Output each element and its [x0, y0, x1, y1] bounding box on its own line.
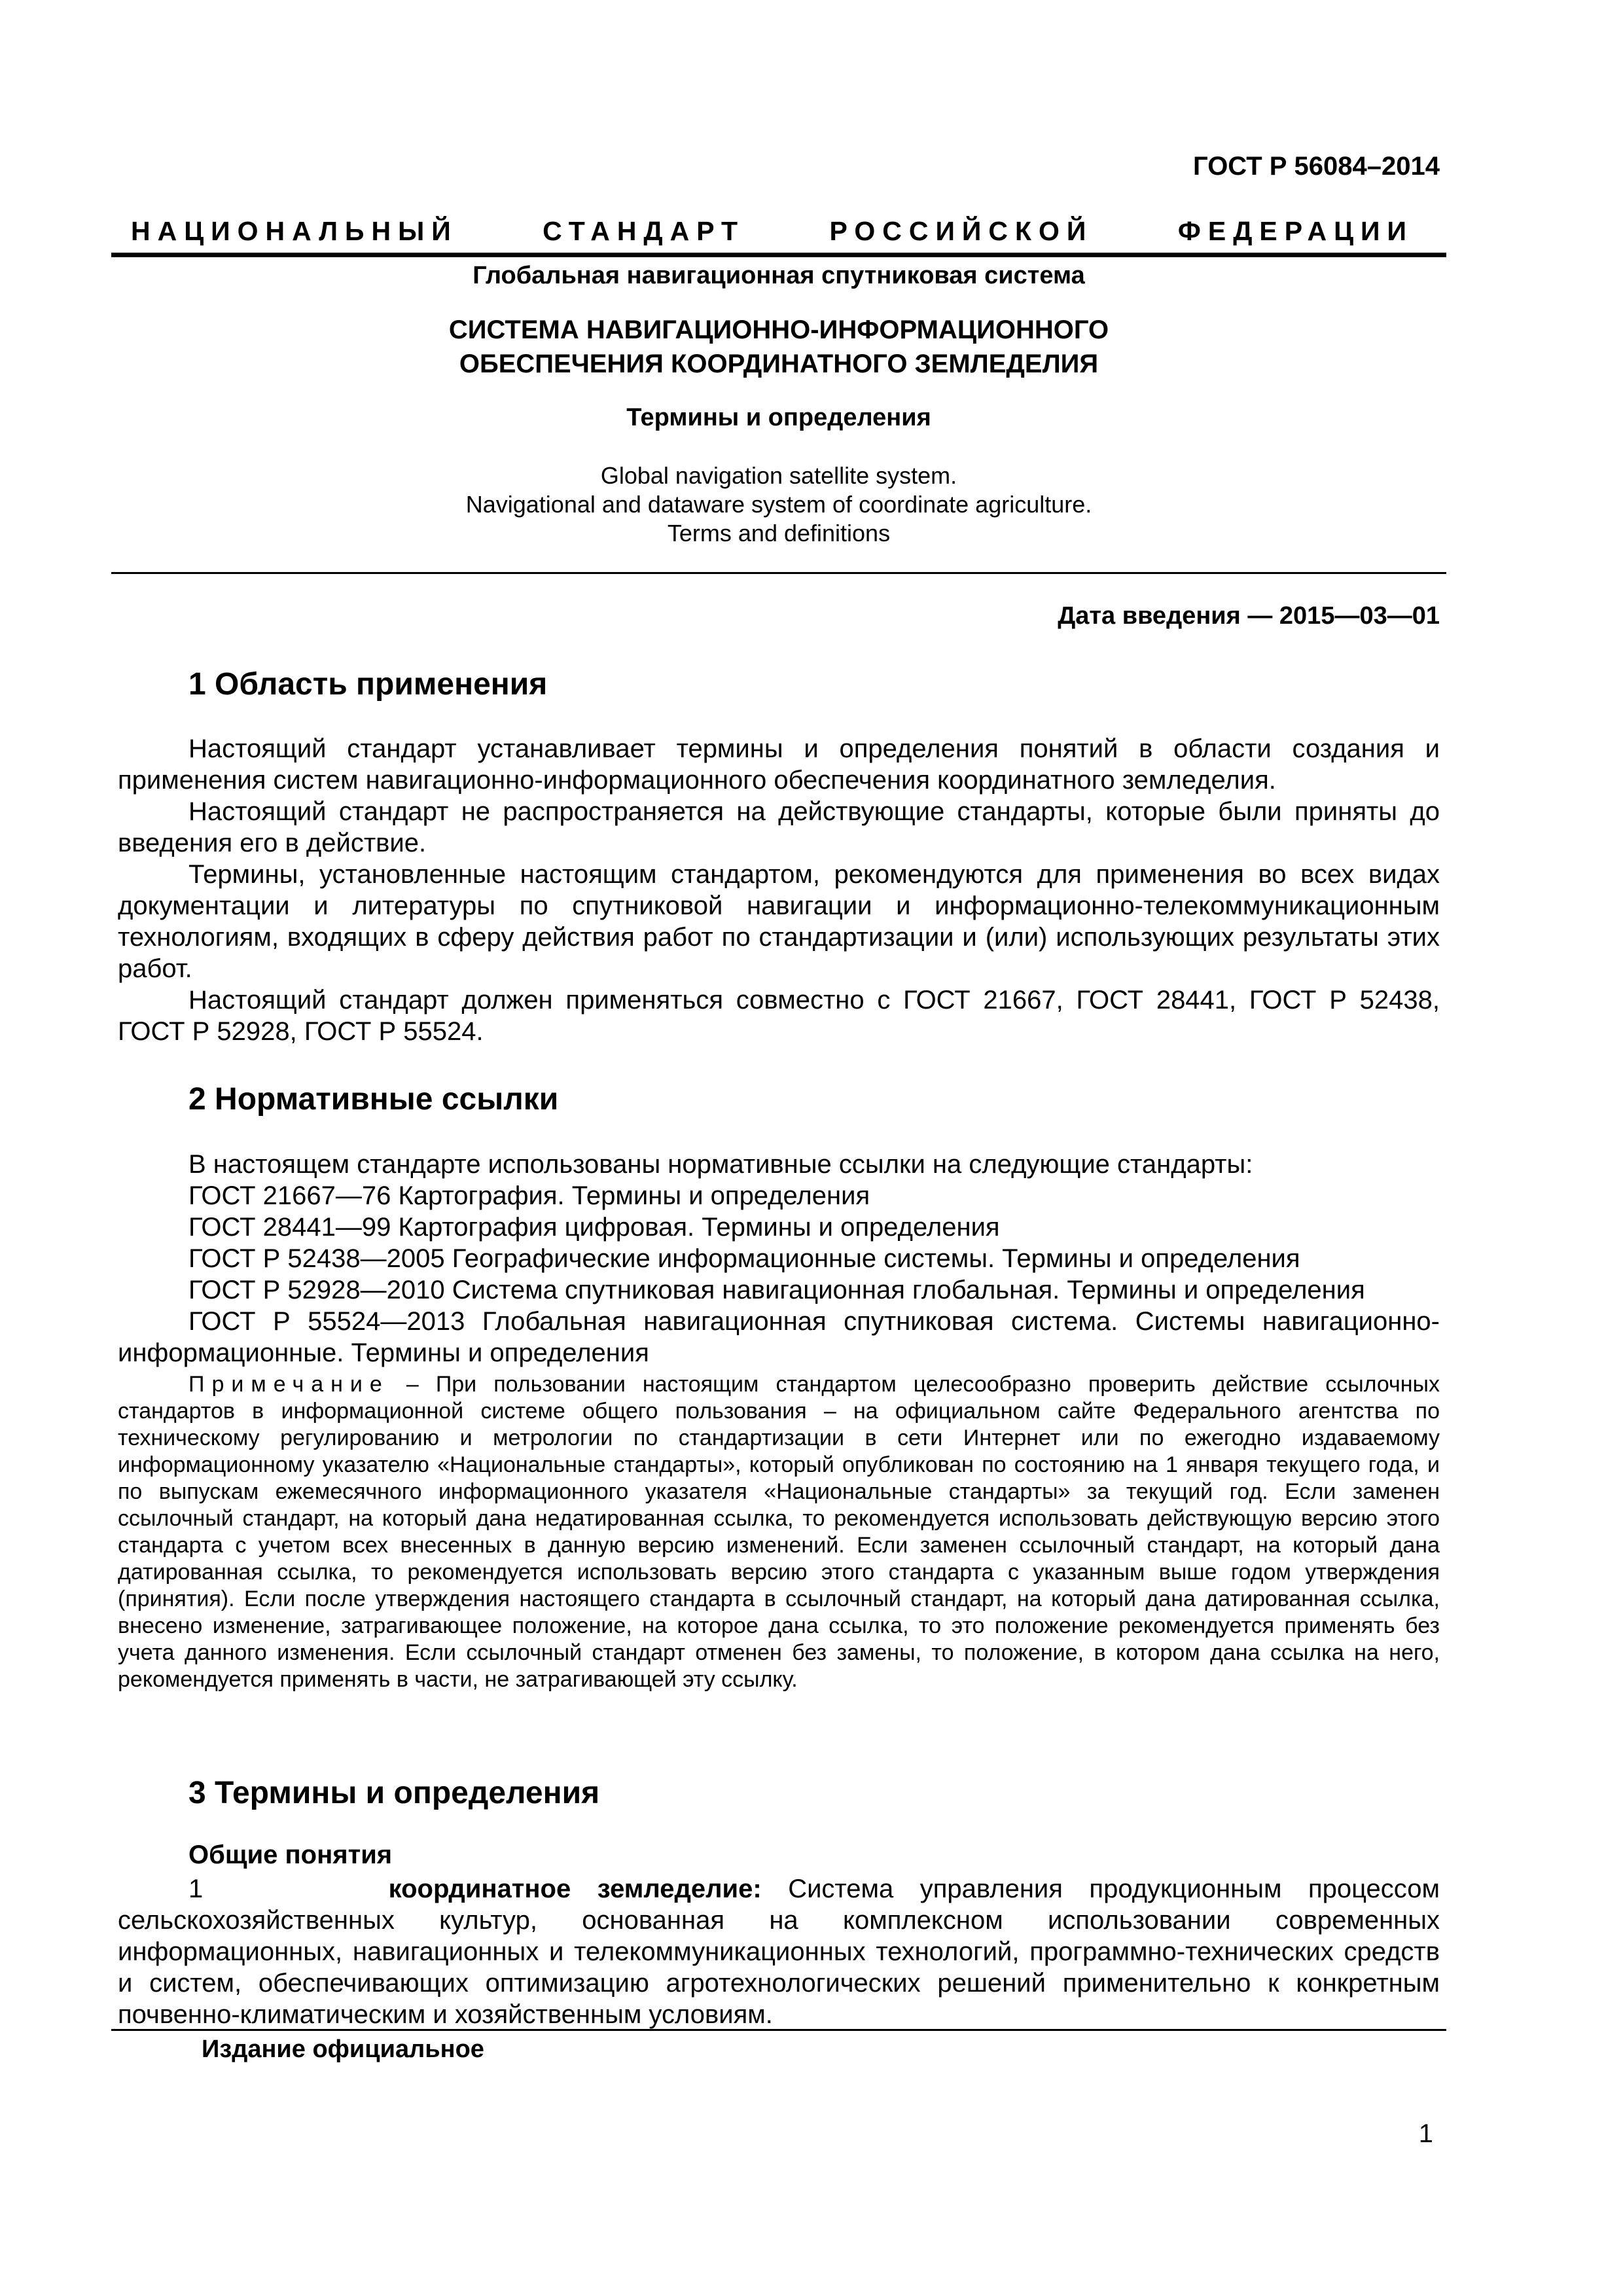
- note-label: Примечание: [188, 1372, 389, 1397]
- english-title-line: Terms and definitions: [667, 520, 891, 547]
- official-edition-label: Издание официальное: [202, 2036, 484, 2063]
- reference-item: ГОСТ Р 52928—2010 Система спутниковая навигационная глобальная. Термины и определения: [188, 1276, 1365, 1304]
- term-entry: [118, 1873, 1440, 2030]
- term-name: координатное земледелие:: [388, 1874, 762, 1903]
- reference-item: ГОСТ Р 55524—2013 Глобальная навигационная спутниковая система. Системы навигационно-информационные. Термины и определения: [118, 1307, 1440, 1367]
- term-paragraph: [118, 1873, 1440, 2030]
- reference-item: ГОСТ 28441—99 Картография цифровая. Термины и определения: [188, 1213, 1000, 1242]
- reference-item: ГОСТ Р 52438—2005 Географические информационные системы. Термины и определения: [188, 1244, 1300, 1273]
- section-1-heading: 1 Область применения: [188, 667, 548, 702]
- title-rule: [111, 572, 1446, 574]
- term-definition: Система управления продукционным процессом сельскохозяйственных культур, основанная на комплексном использовании современных информационных, навигационных и телекоммуникационных технологий, программно-технических средств и систем, обеспечивающих оптимизацию агротехнологических решений применительно к конкретным почвенно-климатическим и хозяйственным условиям.: [118, 1874, 1440, 2029]
- references-intro: В настоящем стандарте использованы нормативные ссылки на следующие стандарты:: [188, 1150, 1253, 1179]
- subsection-heading: Общие понятия: [188, 1840, 393, 1869]
- main-title-line: СИСТЕМА НАВИГАЦИОННО-ИНФОРМАЦИОННОГО: [448, 315, 1109, 344]
- section-2-body: [118, 1149, 1440, 1369]
- page-number: 1: [1418, 2119, 1433, 2148]
- paragraph: Настоящий стандарт устанавливает термины и определения понятий в области создания и применения систем навигационно-информационного обеспечения координатного земледелия.: [118, 734, 1440, 795]
- paragraph: Настоящий стандарт должен применяться совместно с ГОСТ 21667, ГОСТ 28441, ГОСТ Р 52438, ГОСТ Р 52928, ГОСТ Р 55524.: [118, 986, 1440, 1046]
- note-text: – При пользовании настоящим стандартом целесообразно проверить действие ссылочных стандартов в информационной системе общего пользования – на официальном сайте Федерального агентства по техническому регулированию и метрологии по стандартизации в сети Интернет или по ежегодно издаваемому информационному указателю «Национальные стандарты», который опубликован по состоянию на 1 января текущего года, и по выпускам ежемесячного информационного указателя «Национальные стандарты» за текущий год. Если заменен ссылочный стандарт, на который дана недатированная ссылка, то рекомендуется использовать действующую версию этого стандарта с учетом всех внесенных в данную версию изменений. Если заменен ссылочный стандарт, на который дана датированная ссылка, то рекомендуется использовать версию этого стандарта с указанным выше годом утверждения (принятия). Если после утверждения настоящего стандарта в ссылочный стандарт, на который дана датированная ссылка, внесено изменение, затрагивающее положение, на которое дана ссылка, то это положение рекомендуется применять без учета данного изменения. Если ссылочный стандарт отменен без замены, то положение, в котором дана ссылка на него, рекомендуется применять в части, не затрагивающей эту ссылку.: [118, 1372, 1440, 1692]
- national-title-word: ФЕДЕРАЦИИ: [1177, 216, 1414, 246]
- paragraph: Настоящий стандарт не распространяется на действующие стандарты, которые были приняты до введения его в действие.: [118, 797, 1440, 857]
- introduction-date: Дата введения — 2015—03—01: [1058, 602, 1440, 630]
- section-1-body: [118, 733, 1440, 1047]
- paragraph: Термины, установленные настоящим стандартом, рекомендуются для применения во всех видах документации и литературы по спутниковой навигации и информационно-телекоммуникационным технологиям, входящих в сферу действия работ по стандартизации и (или) использующих результаты этих работ.: [118, 860, 1440, 983]
- national-standard-title: [131, 216, 1414, 247]
- section-3-heading: 3 Термины и определения: [188, 1776, 600, 1810]
- english-title-line: Global navigation satellite system.: [600, 462, 957, 489]
- section-2-note: [118, 1371, 1440, 1693]
- national-title-word: НАЦИОНАЛЬНЫЙ: [131, 216, 458, 246]
- footer-rule: [111, 2029, 1446, 2031]
- gost-number: ГОСТ Р 56084–2014: [1193, 152, 1440, 181]
- header-rule: [111, 253, 1446, 257]
- national-title-word: СТАНДАРТ: [543, 216, 745, 246]
- system-title: Глобальная навигационная спутниковая система: [473, 262, 1085, 289]
- english-title-line: Navigational and dataware system of coordinate agriculture.: [465, 491, 1092, 518]
- document-subtitle: Термины и определения: [626, 404, 931, 431]
- section-2-heading: 2 Нормативные ссылки: [188, 1082, 559, 1117]
- document-main-title: [111, 313, 1446, 381]
- english-title: [111, 461, 1446, 548]
- main-title-line: ОБЕСПЕЧЕНИЯ КООРДИНАТНОГО ЗЕМЛЕДЕЛИЯ: [459, 350, 1099, 378]
- reference-item: ГОСТ 21667—76 Картография. Термины и определения: [188, 1181, 870, 1210]
- term-number: 1: [188, 1874, 204, 1903]
- national-title-word: РОССИЙСКОЙ: [829, 216, 1094, 246]
